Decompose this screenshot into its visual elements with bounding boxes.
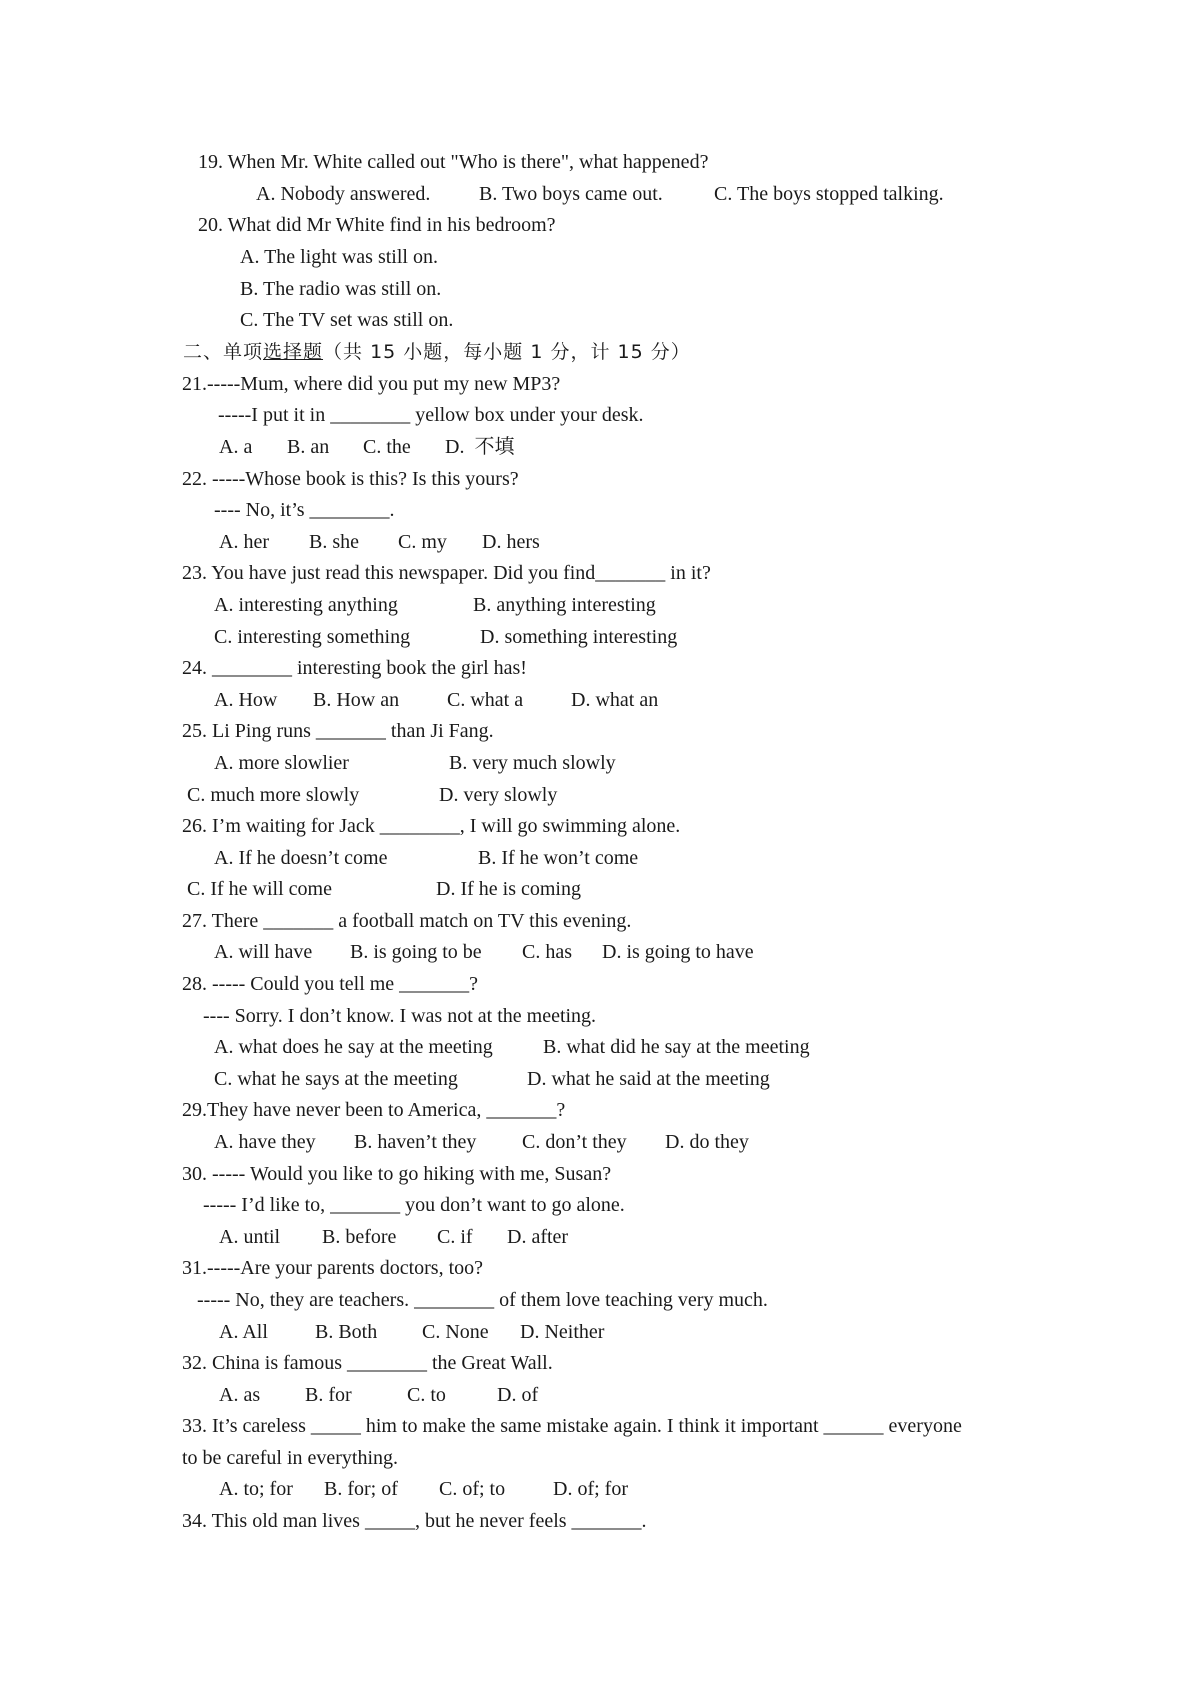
- q25-option-a: A. more slowlier: [214, 752, 349, 774]
- q32-option-d: D. of: [497, 1384, 539, 1406]
- q23-stem: 23. You have just read this newspaper. Did you find_______ in it?: [182, 562, 711, 584]
- q27-stem: 27. There _______ a football match on TV this evening.: [182, 910, 632, 932]
- q31-option-a: A. All: [219, 1321, 268, 1343]
- q28-option-d: D. what he said at the meeting: [527, 1068, 770, 1090]
- q24-option-b: B. How an: [313, 689, 400, 711]
- q28-reply: ---- Sorry. I don’t know. I was not at the meeting.: [203, 1005, 597, 1027]
- q20-stem: 20. What did Mr White find in his bedroom?: [198, 214, 556, 236]
- section-2-suffix: （共 15 小题，每小题 1 分，计 15 分）: [323, 341, 691, 363]
- q34-stem: 34. This old man lives _____, but he never feels _______.: [182, 1510, 647, 1532]
- q33-option-c: C. of; to: [439, 1478, 506, 1500]
- q27-option-a: A. will have: [214, 941, 313, 963]
- q19-stem: 19. When Mr. White called out "Who is there", what happened?: [198, 151, 709, 173]
- q19-option-c: C. The boys stopped talking.: [714, 183, 944, 205]
- q31-option-c: C. None: [422, 1321, 489, 1343]
- q20-option-c: C. The TV set was still on.: [240, 309, 454, 331]
- q29-option-d: D. do they: [665, 1131, 749, 1153]
- q32-option-c: C. to: [407, 1384, 446, 1406]
- q33-stem-continued: to be careful in everything.: [182, 1447, 399, 1469]
- q30-option-c: C. if: [437, 1226, 473, 1248]
- q29-option-a: A. have they: [214, 1131, 316, 1153]
- q22-reply: ---- No, it’s ________.: [214, 499, 395, 521]
- q21-reply: -----I put it in ________ yellow box under your desk.: [218, 404, 644, 426]
- q30-reply: ----- I’d like to, _______ you don’t want to go alone.: [203, 1194, 625, 1216]
- q33-option-d: D. of; for: [553, 1478, 628, 1500]
- q25-option-b: B. very much slowly: [449, 752, 616, 774]
- q22-option-c: C. my: [398, 531, 447, 553]
- q21-option-a: A. a: [219, 436, 253, 458]
- q23-option-c: C. interesting something: [214, 626, 411, 648]
- q32-option-a: A. as: [219, 1384, 261, 1406]
- q26-option-a: A. If he doesn’t come: [214, 847, 388, 869]
- q20-option-b: B. The radio was still on.: [240, 278, 442, 300]
- q23-option-a: A. interesting anything: [214, 594, 398, 616]
- q29-option-b: B. haven’t they: [354, 1131, 477, 1153]
- q27-option-b: B. is going to be: [350, 941, 482, 963]
- q23-option-d: D. something interesting: [480, 626, 678, 648]
- q21-option-b: B. an: [287, 436, 330, 458]
- q28-stem: 28. ----- Could you tell me _______?: [182, 973, 479, 995]
- q25-option-c: C. much more slowly: [187, 784, 360, 806]
- q28-option-c: C. what he says at the meeting: [214, 1068, 458, 1090]
- q24-option-a: A. How: [214, 689, 278, 711]
- q31-stem: 31.-----Are your parents doctors, too?: [182, 1257, 484, 1279]
- q31-reply: ----- No, they are teachers. ________ of them love teaching very much.: [197, 1289, 768, 1311]
- q29-stem: 29.They have never been to America, _______?: [182, 1099, 566, 1121]
- section-2-heading: [183, 339, 691, 365]
- section-2-prefix: 二、单项: [183, 341, 264, 363]
- q21-option-c: C. the: [363, 436, 411, 458]
- q27-option-d: D. is going to have: [602, 941, 754, 963]
- q26-option-c: C. If he will come: [187, 878, 332, 900]
- section-2-underlined: 选择题: [263, 341, 324, 363]
- q32-stem: 32. China is famous ________ the Great Wall.: [182, 1352, 553, 1374]
- q19-option-a: A. Nobody answered.: [256, 183, 431, 205]
- q28-option-b: B. what did he say at the meeting: [543, 1036, 810, 1058]
- q23-option-b: B. anything interesting: [473, 594, 656, 616]
- q22-option-b: B. she: [309, 531, 359, 553]
- q29-option-c: C. don’t they: [522, 1131, 627, 1153]
- q26-stem: 26. I’m waiting for Jack ________, I will go swimming alone.: [182, 815, 681, 837]
- q30-option-b: B. before: [322, 1226, 397, 1248]
- q24-stem: 24. ________ interesting book the girl has!: [182, 657, 527, 679]
- q21-stem: 21.-----Mum, where did you put my new MP3?: [182, 373, 561, 395]
- q31-option-d: D. Neither: [520, 1321, 605, 1343]
- q30-stem: 30. ----- Would you like to go hiking with me, Susan?: [182, 1163, 612, 1185]
- q19-option-b: B. Two boys came out.: [479, 183, 663, 205]
- q26-option-b: B. If he won’t come: [478, 847, 639, 869]
- q32-option-b: B. for: [305, 1384, 352, 1406]
- q27-option-c: C. has: [522, 941, 572, 963]
- q25-option-d: D. very slowly: [439, 784, 558, 806]
- q30-option-d: D. after: [507, 1226, 569, 1248]
- q26-option-d: D. If he is coming: [436, 878, 581, 900]
- q30-option-a: A. until: [219, 1226, 281, 1248]
- q25-stem: 25. Li Ping runs _______ than Ji Fang.: [182, 720, 494, 742]
- q31-option-b: B. Both: [315, 1321, 378, 1343]
- q24-option-d: D. what an: [571, 689, 659, 711]
- q33-option-b: B. for; of: [324, 1478, 398, 1500]
- q22-option-d: D. hers: [482, 531, 540, 553]
- q24-option-c: C. what a: [447, 689, 524, 711]
- q33-stem: 33. It’s careless _____ him to make the same mistake again. I think it important ______ everyone: [182, 1415, 962, 1437]
- q22-stem: 22. -----Whose book is this? Is this yours?: [182, 468, 519, 490]
- q20-option-a: A. The light was still on.: [240, 246, 438, 268]
- q21-option-d: D. 不填: [445, 436, 515, 458]
- q28-option-a: A. what does he say at the meeting: [214, 1036, 493, 1058]
- q33-option-a: A. to; for: [219, 1478, 293, 1500]
- q22-option-a: A. her: [219, 531, 269, 553]
